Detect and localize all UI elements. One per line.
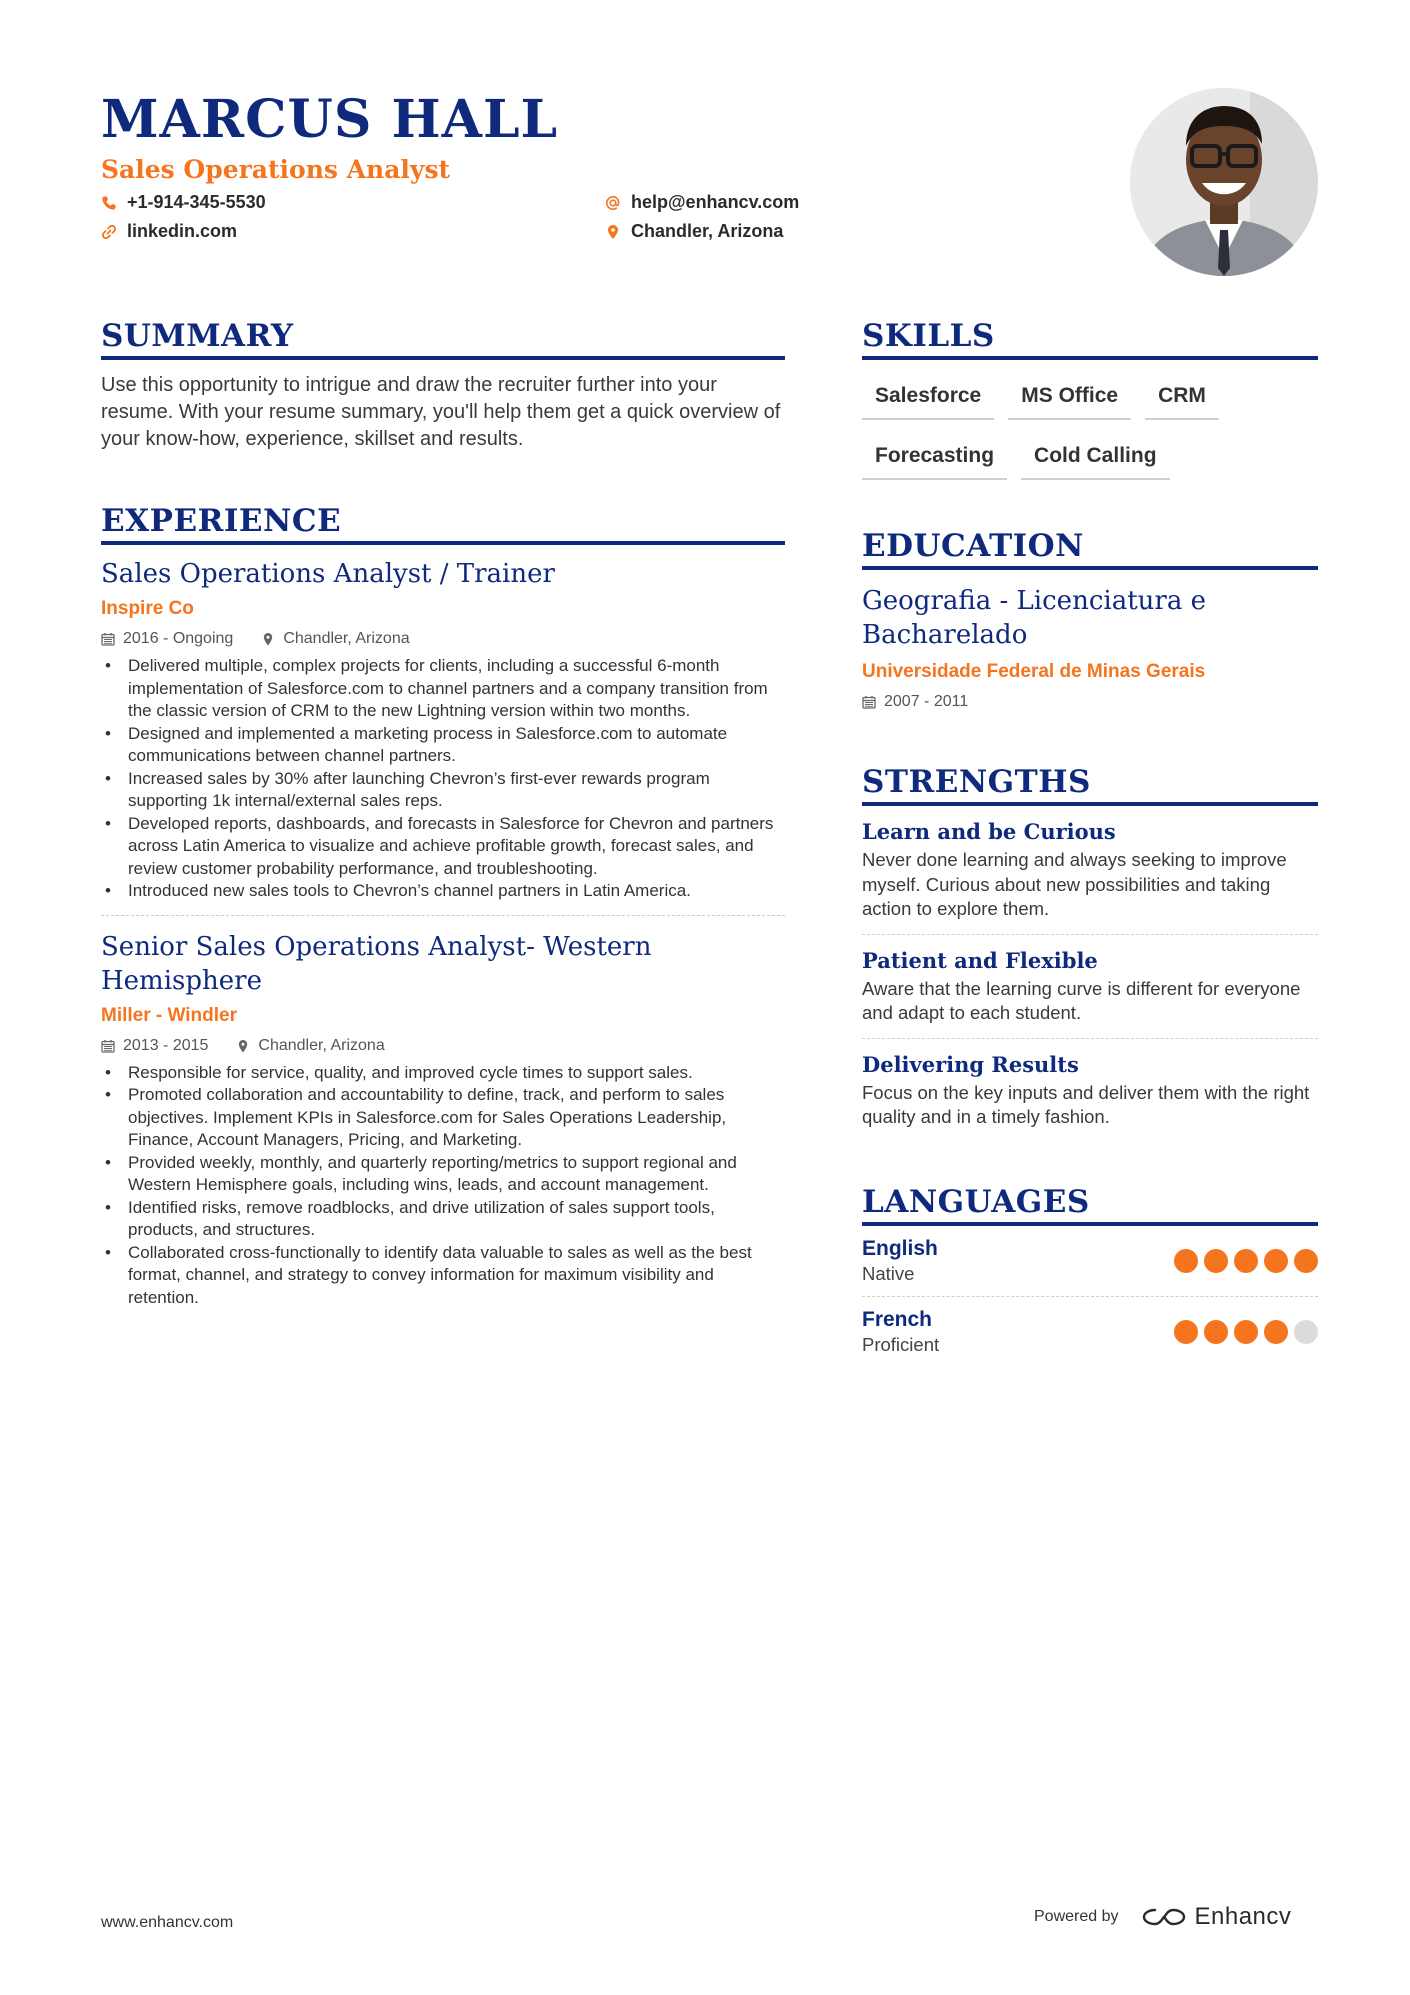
summary-section [101, 316, 785, 453]
strength-item [862, 935, 1318, 1039]
bullet-item: • Collaborated cross-functionally to identify data valuable to sales as well as the best format, channel, and strategy to convey information for maximum visibility and retention. [101, 1242, 785, 1310]
skill-tag: MS Office [1008, 374, 1131, 420]
powered-by-text: Powered by [1034, 1908, 1119, 1925]
rating-dot-filled [1174, 1249, 1198, 1273]
job-dates [101, 629, 233, 649]
job-location-text: Chandler, Arizona [283, 630, 410, 647]
calendar-icon [101, 1039, 115, 1053]
education-degree: Geografia - Licenciatura e Bacharelado [862, 586, 1206, 650]
skill-tag: Forecasting [862, 434, 1007, 480]
rating-dot-filled [1174, 1320, 1198, 1344]
bullet-item: • Introduced new sales tools to Chevron’s channel partners in Latin America. [101, 880, 785, 903]
bullet-item: • Identified risks, remove roadblocks, and drive utilization of sales support tools, products, and structures. [101, 1197, 785, 1242]
map-pin-icon [261, 632, 275, 646]
language-name: English [862, 1236, 938, 1260]
enhancv-logo-icon [1141, 1905, 1187, 1929]
entry-divider [101, 915, 785, 916]
language-item [862, 1297, 1318, 1367]
calendar-icon [862, 695, 876, 709]
linkedin-contact[interactable] [101, 221, 237, 242]
language-rating [1174, 1320, 1318, 1344]
rating-dot-filled [1234, 1249, 1258, 1273]
job-dates [101, 1036, 208, 1056]
left-column [101, 316, 785, 1309]
job-location-text: Chandler, Arizona [258, 1036, 385, 1054]
phone-text: +1-914-345-5530 [127, 192, 266, 212]
job-location [236, 1036, 384, 1056]
phone-contact [101, 192, 266, 213]
email-text: help@enhancv.com [631, 192, 800, 212]
language-rating [1174, 1249, 1318, 1273]
rating-dot-filled [1294, 1249, 1318, 1273]
education-section [862, 526, 1318, 712]
language-level: Native [862, 1262, 915, 1284]
bullet-item: • Developed reports, dashboards, and forecasts in Salesforce for Chevron and partners across Latin America to visualize and achieve profitable growth, forecast sales, and review customer probability performance, and troubleshooting. [101, 813, 785, 881]
education-dates [862, 692, 968, 712]
skills-heading: SKILLS [862, 316, 1318, 360]
job-meta [101, 629, 785, 649]
language-item [862, 1226, 1318, 1297]
job-dates-text: 2016 - Ongoing [123, 630, 234, 647]
brand-logo[interactable] [1141, 1903, 1292, 1931]
profile-photo [1130, 88, 1318, 276]
bullet-item: • Promoted collaboration and accountability to define, track, and perform to sales objectives. Implement KPIs in Salesforce.com for Sales Operations Leadership, Finance, Account Managers, Pricing, and Marketing. [101, 1084, 785, 1152]
rating-dot-filled [1264, 1320, 1288, 1344]
brand-name: Enhancv [1194, 1903, 1292, 1930]
rating-dot-filled [1204, 1320, 1228, 1344]
calendar-icon [101, 632, 115, 646]
job-meta [101, 1036, 785, 1056]
bullet-item: • Responsible for service, quality, and improved cycle times to support sales. [101, 1062, 785, 1085]
skills-section [862, 316, 1318, 480]
strengths-heading: STRENGTHS [862, 762, 1318, 806]
experience-entry [101, 930, 785, 1310]
bullet-item: • Provided weekly, monthly, and quarterly reporting/metrics to support regional and Western Hemisphere goals, including wins, leads, and account management. [101, 1152, 785, 1197]
languages-heading: LANGUAGES [862, 1182, 1318, 1226]
skill-tag: CRM [1145, 374, 1219, 420]
education-meta [862, 692, 1318, 712]
language-level: Proficient [862, 1333, 940, 1355]
job-bullets [101, 1062, 785, 1310]
map-pin-icon [605, 224, 621, 240]
experience-section [101, 501, 785, 1309]
company-name: Miller - Windler [101, 1004, 238, 1026]
experience-entry [101, 557, 785, 903]
skill-tag: Salesforce [862, 374, 994, 420]
experience-heading: EXPERIENCE [101, 501, 785, 545]
skills-list [862, 374, 1318, 480]
bullet-item: • Increased sales by 30% after launching Chevron’s first-ever rewards program supporting 1k internal/external sales reps. [101, 768, 785, 813]
rating-dot-filled [1264, 1249, 1288, 1273]
header [101, 88, 1281, 241]
languages-section [862, 1182, 1318, 1367]
rating-dot-filled [1204, 1249, 1228, 1273]
job-dates-text: 2013 - 2015 [123, 1036, 209, 1054]
candidate-name: MARCUS HALL [101, 89, 559, 150]
strength-description: Aware that the learning curve is different for everyone and adapt to each student. [862, 977, 1301, 1023]
linkedin-text: linkedin.com [127, 221, 238, 241]
profile-photo-illustration [1130, 88, 1318, 276]
rating-dot-filled [1234, 1320, 1258, 1344]
at-icon [605, 195, 621, 211]
job-title: Senior Sales Operations Analyst- Western Hemisphere [101, 931, 652, 996]
right-column [862, 316, 1318, 1367]
strength-description: Never done learning and always seeking to improve myself. Curious about new possibilities and taking action to explore them. [862, 849, 1287, 919]
company-name: Inspire Co [101, 598, 194, 619]
job-title: Sales Operations Analyst / Trainer [101, 559, 555, 589]
language-name: French [862, 1307, 933, 1331]
location-text: Chandler, Arizona [631, 221, 784, 241]
strength-description: Focus on the key inputs and deliver them with the right quality and in a timely fashion. [862, 1081, 1310, 1127]
strength-item [862, 806, 1318, 935]
strength-title: Learn and be Curious [862, 819, 1116, 844]
bullet-item: • Designed and implemented a marketing process in Salesforce.com to automate communications between channel partners. [101, 723, 785, 768]
job-bullets [101, 655, 785, 903]
education-dates-text: 2007 - 2011 [884, 693, 969, 710]
footer-branding [1034, 1903, 1291, 1931]
candidate-title: Sales Operations Analyst [101, 155, 451, 184]
education-heading: EDUCATION [862, 526, 1318, 570]
location-contact [605, 221, 783, 242]
map-pin-icon [236, 1039, 250, 1053]
strength-title: Delivering Results [862, 1051, 1079, 1077]
strength-item [862, 1039, 1318, 1142]
footer-website[interactable]: www.enhancv.com [101, 1914, 234, 1931]
strength-title: Patient and Flexible [862, 947, 1098, 973]
job-location [261, 629, 409, 649]
summary-text: Use this opportunity to intrigue and draw the recruiter further into your resume. With your resume summary, you'll help them get a quick overview of your know-how, experience, skillset and results. [101, 374, 781, 450]
link-icon [101, 224, 117, 240]
strengths-section [862, 762, 1318, 1142]
summary-heading: SUMMARY [101, 316, 785, 360]
rating-dot-empty [1294, 1320, 1318, 1344]
skill-tag: Cold Calling [1021, 434, 1170, 480]
education-school: Universidade Federal de Minas Gerais [862, 661, 1206, 682]
phone-icon [101, 195, 117, 211]
bullet-item: • Delivered multiple, complex projects for clients, including a successful 6-month implementation of Salesforce.com to channel partners and a company transition from the classic version of CRM to the new Lightning version within two months. [101, 655, 785, 723]
email-contact[interactable] [605, 192, 799, 213]
